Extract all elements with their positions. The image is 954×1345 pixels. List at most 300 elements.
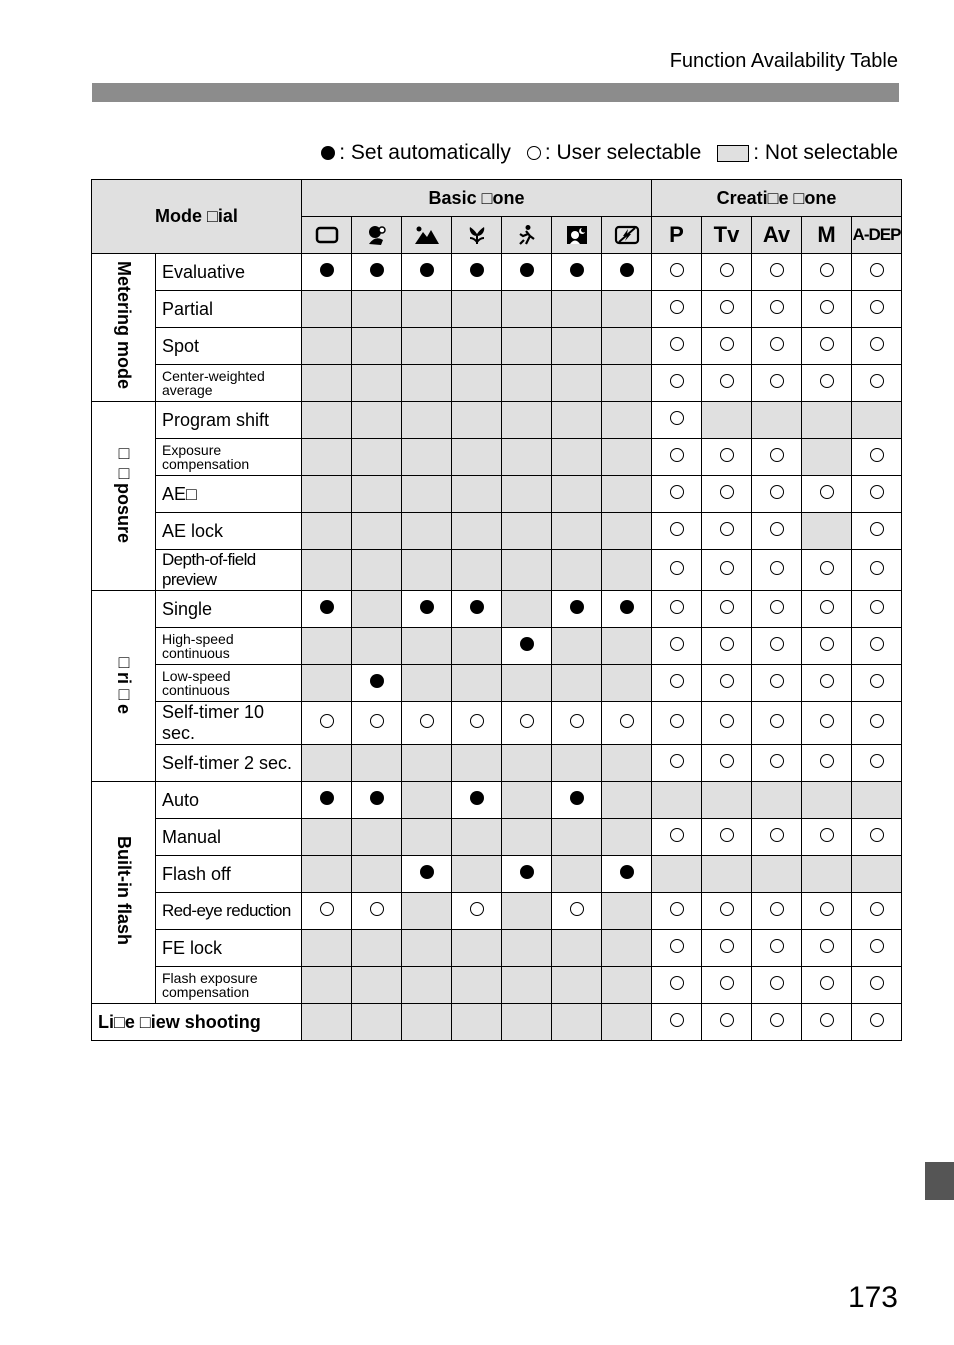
value-cell — [552, 1004, 602, 1041]
value-cell — [552, 745, 602, 782]
open-circle-icon — [770, 561, 784, 575]
open-circle-icon — [720, 1013, 734, 1027]
row-label: Spot — [156, 328, 302, 365]
filled-dot-icon — [620, 263, 634, 277]
open-circle-icon — [770, 674, 784, 688]
open-circle-icon — [770, 754, 784, 768]
open-circle-icon — [720, 485, 734, 499]
value-cell — [302, 967, 352, 1004]
value-cell — [502, 513, 552, 550]
basic-zone-header: Basic □one — [302, 180, 652, 217]
value-cell — [802, 513, 852, 550]
open-circle-icon — [770, 976, 784, 990]
sports-icon — [502, 217, 552, 254]
open-circle-icon — [720, 600, 734, 614]
close-up-icon — [452, 217, 502, 254]
open-circle-icon — [870, 714, 884, 728]
row-label: Flash exposure compensation — [156, 967, 302, 1004]
value-cell — [602, 550, 652, 591]
group-label: Metering mode — [114, 260, 134, 389]
filled-dot-icon — [320, 791, 334, 805]
value-cell — [852, 1004, 902, 1041]
legend-user-selectable-label: : User selectable — [544, 141, 702, 164]
open-circle-icon — [520, 714, 534, 728]
row-label: Self-timer 10 sec. — [156, 702, 302, 745]
value-cell — [752, 782, 802, 819]
value-cell — [552, 893, 602, 930]
value-cell — [402, 254, 452, 291]
value-cell — [402, 628, 452, 665]
open-circle-icon — [820, 337, 834, 351]
value-cell — [552, 402, 602, 439]
open-circle-icon — [720, 337, 734, 351]
open-circle-icon — [670, 600, 684, 614]
zone-header-row — [92, 180, 902, 217]
value-cell — [652, 328, 702, 365]
value-cell — [852, 439, 902, 476]
value-cell — [802, 819, 852, 856]
value-cell — [502, 291, 552, 328]
side-thumb-tab — [925, 1162, 954, 1200]
open-circle-icon — [820, 263, 834, 277]
value-cell — [552, 291, 602, 328]
group-label-cell — [92, 591, 156, 782]
value-cell — [602, 365, 652, 402]
value-cell — [452, 365, 502, 402]
value-cell — [702, 665, 752, 702]
value-cell — [752, 819, 802, 856]
group-label: Built-in flash — [114, 835, 134, 945]
legend-user-selectable — [527, 141, 701, 165]
value-cell — [552, 665, 602, 702]
value-cell — [852, 930, 902, 967]
value-cell — [552, 782, 602, 819]
value-cell — [452, 930, 502, 967]
value-cell — [652, 439, 702, 476]
value-cell — [802, 439, 852, 476]
value-cell — [452, 745, 502, 782]
value-cell — [652, 782, 702, 819]
open-circle-icon — [570, 714, 584, 728]
value-cell — [652, 591, 702, 628]
row-label: Exposure compensation — [156, 439, 302, 476]
value-cell — [352, 967, 402, 1004]
value-cell — [602, 967, 652, 1004]
value-cell — [402, 893, 452, 930]
value-cell — [852, 745, 902, 782]
value-cell — [452, 893, 502, 930]
value-cell — [752, 291, 802, 328]
open-circle-icon — [670, 1013, 684, 1027]
row-label: High-speed continuous — [156, 628, 302, 665]
open-circle-icon — [870, 300, 884, 314]
open-circle-icon — [320, 714, 334, 728]
value-cell — [352, 1004, 402, 1041]
value-cell — [852, 893, 902, 930]
value-cell — [402, 745, 452, 782]
row-label: Low-speed continuous — [156, 665, 302, 702]
value-cell — [652, 291, 702, 328]
value-cell — [602, 745, 652, 782]
value-cell — [852, 665, 902, 702]
value-cell — [802, 1004, 852, 1041]
open-circle-icon — [720, 902, 734, 916]
table-row — [92, 893, 902, 930]
row-label: Auto — [156, 782, 302, 819]
value-cell — [302, 254, 352, 291]
table-row — [92, 745, 902, 782]
value-cell — [302, 550, 352, 591]
value-cell — [852, 856, 902, 893]
value-cell — [502, 745, 552, 782]
value-cell — [302, 856, 352, 893]
filled-dot-icon — [570, 263, 584, 277]
page-header-title: Function Availability Table — [669, 50, 898, 72]
value-cell — [602, 254, 652, 291]
open-circle-icon — [670, 674, 684, 688]
open-circle-icon — [870, 522, 884, 536]
row-label: Manual — [156, 819, 302, 856]
value-cell — [552, 365, 602, 402]
value-cell — [402, 967, 452, 1004]
open-circle-icon — [820, 300, 834, 314]
value-cell — [502, 628, 552, 665]
value-cell — [352, 930, 402, 967]
value-cell — [352, 476, 402, 513]
open-circle-icon — [670, 754, 684, 768]
value-cell — [502, 476, 552, 513]
value-cell — [402, 819, 452, 856]
open-circle-icon — [820, 374, 834, 388]
value-cell — [402, 856, 452, 893]
open-circle-icon — [470, 714, 484, 728]
filled-dot-icon — [420, 600, 434, 614]
live-view-label: Li□e □iew shooting — [92, 1004, 302, 1041]
filled-dot-icon — [570, 600, 584, 614]
open-circle-icon — [670, 522, 684, 536]
open-circle-icon — [870, 600, 884, 614]
value-cell — [802, 591, 852, 628]
value-cell — [652, 402, 702, 439]
open-circle-icon — [770, 600, 784, 614]
open-circle-icon — [820, 561, 834, 575]
row-label: Self-timer 2 sec. — [156, 745, 302, 782]
value-cell — [652, 665, 702, 702]
value-cell — [602, 930, 652, 967]
open-circle-icon — [370, 714, 384, 728]
value-cell — [352, 745, 402, 782]
value-cell — [302, 591, 352, 628]
open-circle-icon — [720, 939, 734, 953]
value-cell — [802, 967, 852, 1004]
value-cell — [402, 513, 452, 550]
value-cell — [752, 702, 802, 745]
filled-dot-icon — [370, 263, 384, 277]
value-cell — [752, 745, 802, 782]
table-row — [92, 402, 902, 439]
value-cell — [552, 513, 602, 550]
open-circle-icon — [870, 1013, 884, 1027]
row-label: Partial — [156, 291, 302, 328]
table-row — [92, 819, 902, 856]
value-cell — [852, 967, 902, 1004]
open-circle-icon — [770, 714, 784, 728]
open-circle-icon — [320, 902, 334, 916]
value-cell — [702, 591, 752, 628]
value-cell — [452, 439, 502, 476]
value-cell — [702, 365, 752, 402]
open-circle-icon — [870, 674, 884, 688]
gray-box-icon — [717, 145, 749, 162]
value-cell — [752, 254, 802, 291]
row-label: Single — [156, 591, 302, 628]
open-circle-icon — [820, 485, 834, 499]
open-circle-icon — [820, 902, 834, 916]
table-row — [92, 930, 902, 967]
table-body — [92, 254, 902, 1041]
value-cell — [502, 782, 552, 819]
open-circle-icon — [820, 976, 834, 990]
filled-dot-icon — [520, 865, 534, 879]
value-cell — [652, 856, 702, 893]
value-cell — [402, 665, 452, 702]
open-circle-icon — [670, 485, 684, 499]
value-cell — [402, 930, 452, 967]
value-cell — [552, 819, 602, 856]
value-cell — [652, 476, 702, 513]
open-circle-icon — [870, 485, 884, 499]
value-cell — [502, 254, 552, 291]
value-cell — [552, 856, 602, 893]
value-cell — [752, 402, 802, 439]
landscape-icon — [402, 217, 452, 254]
value-cell — [552, 967, 602, 1004]
value-cell — [302, 893, 352, 930]
value-cell — [752, 365, 802, 402]
value-cell — [302, 328, 352, 365]
open-circle-icon — [820, 637, 834, 651]
open-circle-icon — [420, 714, 434, 728]
filled-dot-icon — [370, 674, 384, 688]
value-cell — [352, 365, 402, 402]
value-cell — [602, 476, 652, 513]
portrait-icon — [352, 217, 402, 254]
open-circle-icon — [570, 902, 584, 916]
value-cell — [402, 291, 452, 328]
creative-mode-1: Tv — [702, 217, 752, 254]
value-cell — [752, 513, 802, 550]
table-row — [92, 856, 902, 893]
value-cell — [402, 591, 452, 628]
value-cell — [452, 591, 502, 628]
value-cell — [502, 328, 552, 365]
row-label: Red-eye reduction — [156, 893, 302, 930]
value-cell — [602, 328, 652, 365]
value-cell — [452, 856, 502, 893]
value-cell — [752, 967, 802, 1004]
open-circle-icon — [820, 714, 834, 728]
value-cell — [702, 328, 752, 365]
value-cell — [752, 476, 802, 513]
value-cell — [802, 476, 852, 513]
open-circle-icon — [670, 337, 684, 351]
value-cell — [352, 856, 402, 893]
value-cell — [402, 702, 452, 745]
live-view-row — [92, 1004, 902, 1041]
value-cell — [602, 291, 652, 328]
group-label: □ri□e — [114, 652, 134, 715]
value-cell — [702, 745, 752, 782]
value-cell — [602, 782, 652, 819]
value-cell — [402, 365, 452, 402]
filled-dot-icon — [620, 865, 634, 879]
value-cell — [602, 402, 652, 439]
filled-dot-icon — [470, 791, 484, 805]
row-label: AE□ — [156, 476, 302, 513]
value-cell — [602, 893, 652, 930]
value-cell — [402, 782, 452, 819]
value-cell — [702, 782, 752, 819]
open-circle-icon — [820, 754, 834, 768]
row-label: Evaluative — [156, 254, 302, 291]
table-row — [92, 476, 902, 513]
value-cell — [352, 254, 402, 291]
value-cell — [852, 476, 902, 513]
open-circle-icon — [670, 902, 684, 916]
open-circle-icon — [620, 714, 634, 728]
value-cell — [752, 1004, 802, 1041]
value-cell — [702, 856, 752, 893]
value-cell — [502, 439, 552, 476]
table-row — [92, 628, 902, 665]
group-label-cell — [92, 402, 156, 591]
table-row — [92, 291, 902, 328]
table-row — [92, 365, 902, 402]
value-cell — [852, 628, 902, 665]
group-label-cell — [92, 254, 156, 402]
value-cell — [552, 476, 602, 513]
filled-dot-icon — [320, 263, 334, 277]
open-circle-icon — [820, 674, 834, 688]
open-circle-icon — [770, 485, 784, 499]
value-cell — [502, 402, 552, 439]
open-circle-icon — [770, 637, 784, 651]
value-cell — [702, 550, 752, 591]
value-cell — [402, 550, 452, 591]
value-cell — [802, 665, 852, 702]
value-cell — [402, 402, 452, 439]
value-cell — [452, 819, 502, 856]
open-circle-icon — [670, 263, 684, 277]
open-circle-icon — [527, 146, 541, 160]
value-cell — [652, 930, 702, 967]
value-cell — [452, 513, 502, 550]
value-cell — [352, 513, 402, 550]
filled-dot-icon — [420, 263, 434, 277]
open-circle-icon — [820, 600, 834, 614]
value-cell — [602, 702, 652, 745]
value-cell — [752, 930, 802, 967]
value-cell — [302, 365, 352, 402]
value-cell — [802, 550, 852, 591]
header-bar — [92, 83, 899, 102]
open-circle-icon — [670, 714, 684, 728]
open-circle-icon — [870, 902, 884, 916]
value-cell — [302, 665, 352, 702]
group-label: □□posure — [114, 443, 134, 544]
value-cell — [502, 930, 552, 967]
value-cell — [602, 819, 652, 856]
value-cell — [602, 1004, 652, 1041]
value-cell — [752, 856, 802, 893]
open-circle-icon — [670, 374, 684, 388]
value-cell — [802, 745, 852, 782]
value-cell — [502, 365, 552, 402]
open-circle-icon — [770, 448, 784, 462]
value-cell — [752, 665, 802, 702]
value-cell — [852, 819, 902, 856]
open-circle-icon — [770, 337, 784, 351]
value-cell — [502, 967, 552, 1004]
value-cell — [652, 513, 702, 550]
value-cell — [702, 402, 752, 439]
table-row — [92, 665, 902, 702]
filled-dot-icon — [420, 865, 434, 879]
value-cell — [702, 1004, 752, 1041]
open-circle-icon — [770, 939, 784, 953]
value-cell — [652, 550, 702, 591]
value-cell — [652, 628, 702, 665]
open-circle-icon — [870, 939, 884, 953]
value-cell — [802, 402, 852, 439]
filled-dot-icon — [321, 146, 335, 160]
value-cell — [802, 930, 852, 967]
value-cell — [602, 628, 652, 665]
value-cell — [502, 702, 552, 745]
open-circle-icon — [670, 939, 684, 953]
value-cell — [652, 702, 702, 745]
value-cell — [752, 439, 802, 476]
value-cell — [702, 628, 752, 665]
open-circle-icon — [770, 300, 784, 314]
open-circle-icon — [670, 561, 684, 575]
flash-off-icon — [602, 217, 652, 254]
value-cell — [352, 591, 402, 628]
value-cell — [302, 819, 352, 856]
open-circle-icon — [370, 902, 384, 916]
value-cell — [552, 628, 602, 665]
open-circle-icon — [770, 828, 784, 842]
row-label: AE lock — [156, 513, 302, 550]
value-cell — [802, 702, 852, 745]
creative-zone-header: Creati□e □one — [652, 180, 902, 217]
value-cell — [502, 665, 552, 702]
value-cell — [452, 782, 502, 819]
value-cell — [452, 291, 502, 328]
open-circle-icon — [770, 902, 784, 916]
table-row — [92, 328, 902, 365]
table-row — [92, 439, 902, 476]
value-cell — [352, 291, 402, 328]
value-cell — [352, 402, 402, 439]
value-cell — [652, 819, 702, 856]
value-cell — [352, 893, 402, 930]
open-circle-icon — [720, 448, 734, 462]
value-cell — [352, 782, 402, 819]
filled-dot-icon — [570, 791, 584, 805]
value-cell — [302, 402, 352, 439]
table-row — [92, 702, 902, 745]
